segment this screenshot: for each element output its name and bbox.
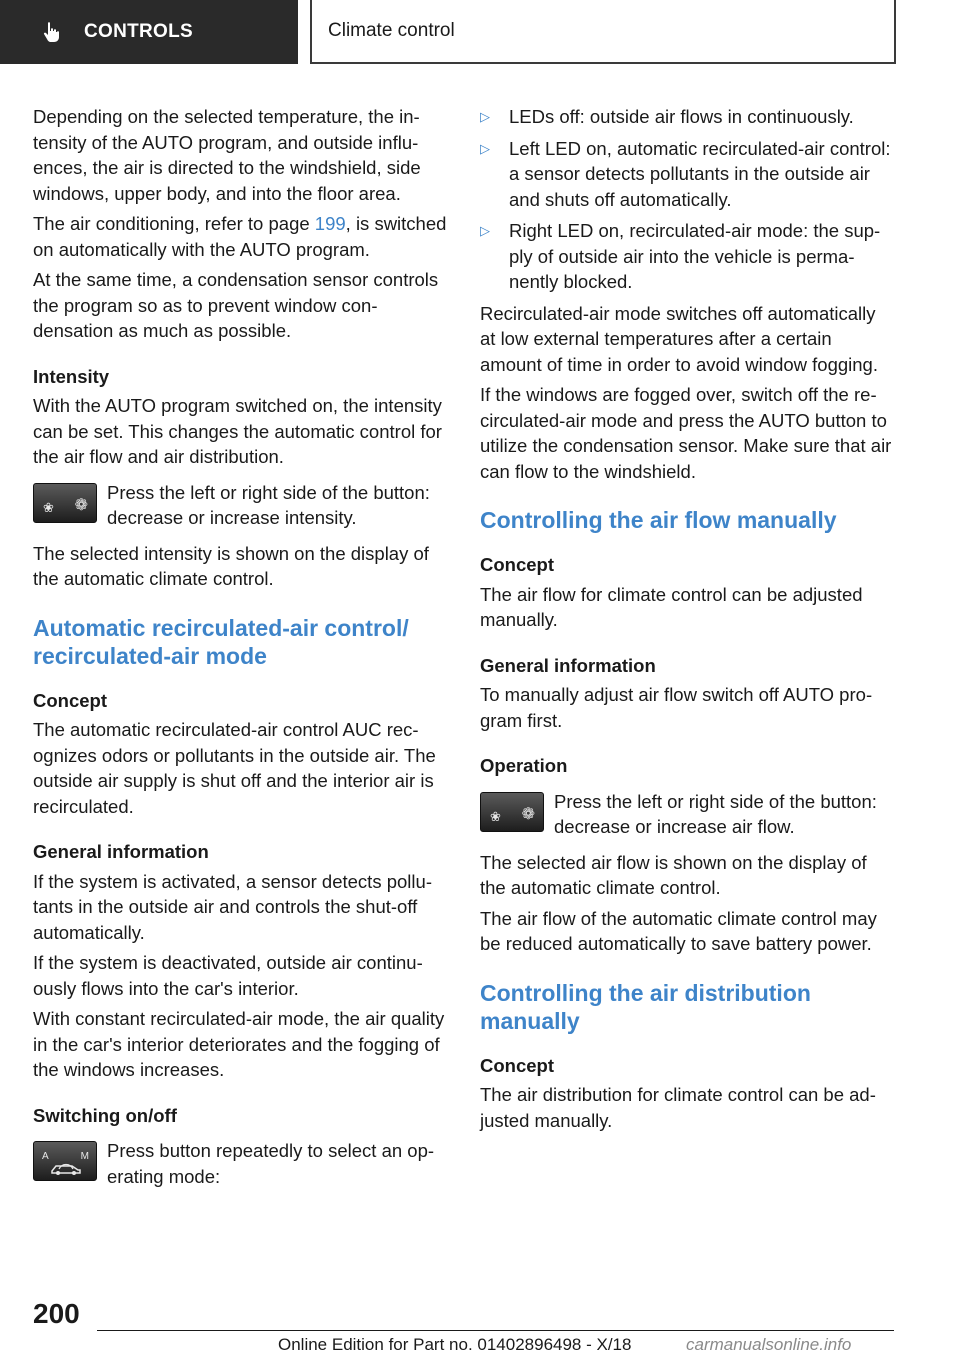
text-fragment: , is switched on automatically with the AUTO program. <box>33 213 447 260</box>
airflow-button-image <box>480 792 544 832</box>
fan-small-icon: ❀ <box>43 499 54 515</box>
button-description: Press button repeatedly to select an operating mode: <box>107 1140 435 1187</box>
subheading-intensity: Intensity <box>33 365 110 387</box>
operating-mode-list <box>480 104 894 295</box>
button-description: Press the left or right side of the button: decrease or increase intensity. <box>107 481 430 528</box>
paragraph <box>33 211 447 262</box>
bullet-triangle-icon: ▷ <box>480 140 490 156</box>
section-title: CONTROLS <box>84 21 194 42</box>
paragraph: With constant recirculated-air mode, the air quality in the car's interior deteriorates and the fogging of the windows increases. <box>33 1008 445 1080</box>
subheading-concept: Concept <box>480 554 554 575</box>
paragraph: Recirculated-air mode switches off automatically at low external temperatures after a certain amount of time in order to avoid window fogging. <box>480 302 878 375</box>
paragraph: If the system is deactivated, outside air continuously flows into the car's interior. <box>33 952 423 999</box>
paragraph: The automatic recirculated-air control AUC recognizes odors or pollutants in the outside air. The outside air supply is shut off and the interior air is recirculated. <box>33 719 436 817</box>
section-tab <box>0 0 298 64</box>
heading-air-distribution: Controlling the air distribution manually <box>480 979 811 1034</box>
chapter-box <box>310 0 896 64</box>
airflow-button-row <box>480 789 894 840</box>
paragraph: The selected intensity is shown on the display of the automatic climate control. <box>33 542 429 589</box>
text-fragment: The air conditioning, refer to page <box>33 213 315 234</box>
heading-auc: Automatic recirculated-air control/ recirculated-air mode <box>33 614 409 669</box>
intensity-button-row <box>33 480 447 531</box>
subheading-operation: Operation <box>480 755 568 776</box>
paragraph: Depending on the selected temperature, the intensity of the AUTO program, and outside influences, the air is directed to the windshield, side windows, upper body, and into the floor area. <box>33 106 421 204</box>
left-column <box>33 104 447 1199</box>
right-column <box>480 104 894 1138</box>
subheading-switching: Switching on/off <box>33 1104 177 1126</box>
intensity-button-image <box>33 483 97 523</box>
footer-edition: Online Edition for Part no. 01402896498 - X/18 <box>278 1335 632 1354</box>
subheading-general-information: General information <box>33 841 209 862</box>
button-description: Press the left or right side of the button: decrease or increase air flow. <box>554 790 877 837</box>
paragraph: The air distribution for climate control can be adjusted manually. <box>480 1084 876 1131</box>
paragraph: If the system is activated, a sensor detects pollutants in the outside air and controls the shut-off automatically. <box>33 870 432 943</box>
page-header <box>0 0 960 66</box>
page-reference-link[interactable]: 199 <box>314 213 346 234</box>
paragraph: If the windows are fogged over, switch off the recirculated-air mode and press the AUTO button to utilize the condensation sensor. Make sure that air can flow to the windshield. <box>480 384 892 482</box>
list-item <box>480 136 894 213</box>
car-recirculation-icon <box>50 1160 82 1176</box>
footer-divider <box>97 1330 894 1331</box>
subheading-concept: Concept <box>480 1054 554 1076</box>
auto-label-icon: A <box>42 1151 49 1162</box>
list-item <box>480 218 894 295</box>
list-item <box>480 104 894 130</box>
heading-air-flow: Controlling the air flow manually <box>480 507 837 533</box>
bullet-triangle-icon: ▷ <box>480 109 490 124</box>
list-item-text: Right LED on, recirculated-air mode: the supply of outside air into the vehicle is permanently blocked. <box>509 220 881 292</box>
page-number: 200 <box>33 1298 80 1329</box>
manual-label-icon: M <box>80 1151 89 1162</box>
paragraph: The selected air flow is shown on the display of the automatic climate control. <box>480 851 867 898</box>
subheading-concept: Concept <box>33 689 107 711</box>
paragraph: At the same time, a condensation sensor controls the program so as to prevent window condensation as much as possible. <box>33 269 439 341</box>
chapter-title: Climate control <box>328 20 455 41</box>
list-item-text: Left LED on, automatic recirculated-air control: a sensor detects pollutants in the outside air and shuts off automatically. <box>509 137 891 210</box>
fan-small-icon: ❀ <box>490 808 501 824</box>
list-item-text: LEDs off: outside air flows in continuously. <box>509 106 854 127</box>
subheading-general-information: General information <box>480 654 656 676</box>
paragraph: With the AUTO program switched on, the intensity can be set. This changes the automatic control for the air flow and air distribution. <box>33 395 442 467</box>
hand-pointer-icon <box>40 20 64 44</box>
paragraph: The air flow for climate control can be adjusted manually. <box>480 583 863 630</box>
recirc-button-row <box>33 1138 447 1189</box>
fan-large-icon: ❁ <box>74 496 88 514</box>
bullet-triangle-icon: ▷ <box>480 223 490 238</box>
recirc-button-image <box>33 1141 97 1181</box>
watermark: carmanualsonline.info <box>686 1335 852 1354</box>
paragraph: To manually adjust air flow switch off AUTO program first. <box>480 684 873 731</box>
fan-large-icon: ❁ <box>521 805 535 823</box>
paragraph: The air flow of the automatic climate control may be reduced automatically to save battery power. <box>480 907 877 954</box>
